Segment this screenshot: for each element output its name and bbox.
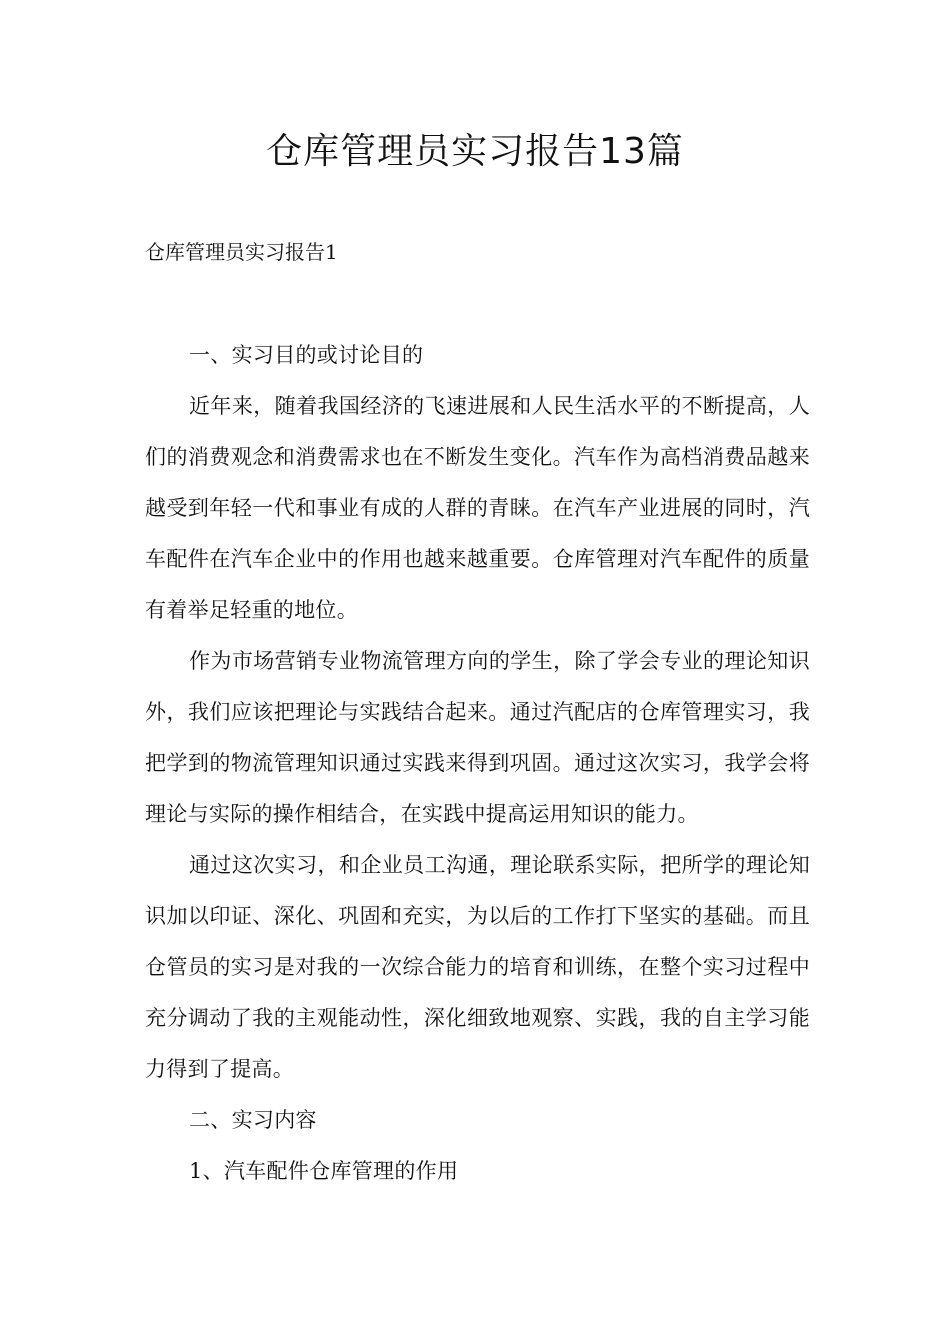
body-paragraph: 通过这次实习，和企业员工沟通，理论联系实际，把所学的理论知识加以印证、深化、巩固和充实，为以后的工作打下坚实的基础。而且仓管员的实习是对我的一次综合能力的培育和训练，在整个实习过程中充分调动了我的主观能动性，深化细致地观察、实践，我的自主学习能力得到了提高。 <box>145 853 810 1081</box>
section-heading-content: 二、实习内容 <box>189 1108 317 1132</box>
document-body <box>145 330 810 1197</box>
body-paragraph: 作为市场营销专业物流管理方向的学生，除了学会专业的理论知识外，我们应该把理论与实践结合起来。通过汽配店的仓库管理实习，我把学到的物流管理知识通过实践来得到巩固。通过这次实习，我学会将理论与实际的操作相结合，在实践中提高运用知识的能力。 <box>145 649 810 826</box>
section-heading-purpose: 一、实习目的或讨论目的 <box>189 343 424 367</box>
report-subtitle: 仓库管理员实习报告1 <box>145 240 338 264</box>
subsection-heading: 1、汽车配件仓库管理的作用 <box>189 1159 459 1183</box>
body-paragraph: 近年来，随着我国经济的飞速进展和人民生活水平的不断提高，人们的消费观念和消费需求也在不断发生变化。汽车作为高档消费品越来越受到年轻一代和事业有成的人群的青睐。在汽车产业进展的同时，汽车配件在汽车企业中的作用也越来越重要。仓库管理对汽车配件的质量有着举足轻重的地位。 <box>145 394 810 622</box>
document-title: 仓库管理员实习报告13篇 <box>266 131 684 172</box>
